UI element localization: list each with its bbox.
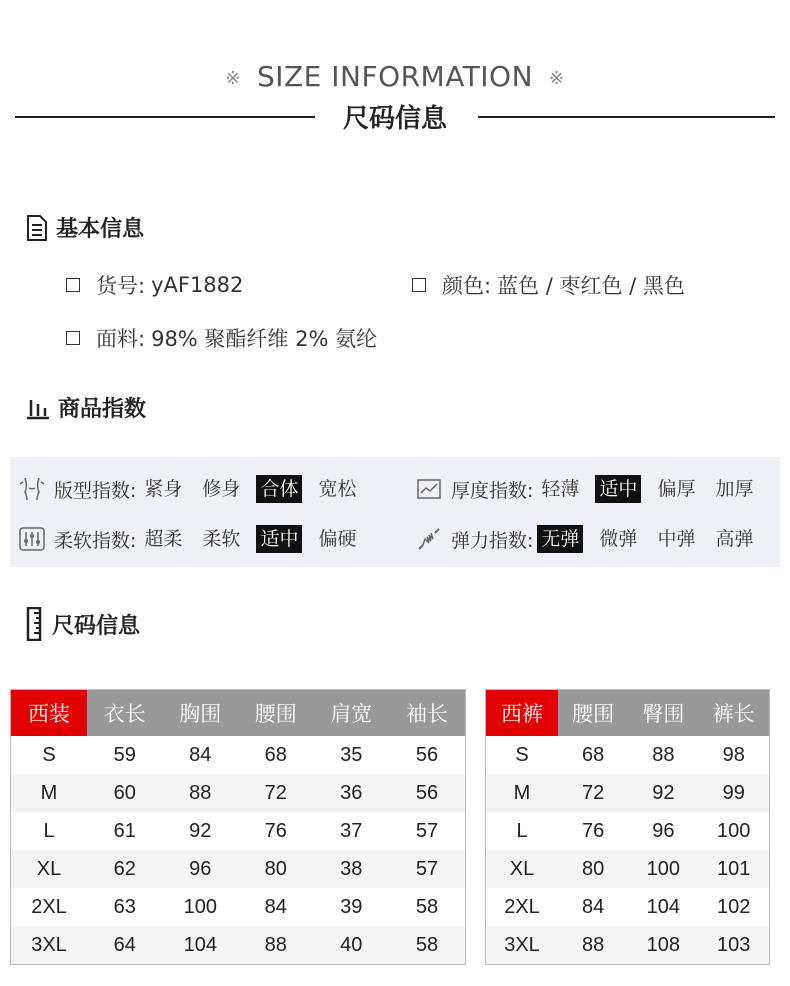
table-cell: 103 <box>698 926 769 965</box>
indices-panel <box>10 457 780 567</box>
checkbox-icon <box>66 278 80 292</box>
table-cell: 38 <box>314 850 390 888</box>
table-cell: 57 <box>415 819 439 842</box>
table-header-row <box>486 690 770 737</box>
section-basic-title: 基本信息 <box>56 217 145 242</box>
table-cell: 96 <box>652 819 675 842</box>
table-cell: 60 <box>87 774 163 812</box>
header-title-cn: 尺码信息 <box>342 104 447 134</box>
table-header: 腰围 <box>238 690 314 737</box>
table-cell: 63 <box>113 895 136 918</box>
elasticity-option-selected: 无弹 <box>537 525 583 553</box>
fit-label: 版型指数: <box>54 479 137 502</box>
document-icon <box>26 215 48 241</box>
size-label-cell: M <box>486 774 559 812</box>
info-color <box>412 270 685 300</box>
body-shape-icon <box>18 475 46 503</box>
thickness-option: 偏厚 <box>657 478 696 500</box>
table-cell: 72 <box>558 774 628 812</box>
table-row <box>11 926 466 965</box>
elasticity-option: 中弹 <box>657 528 696 550</box>
table-header: 西裤 <box>486 690 559 737</box>
table-cell: 88 <box>652 743 675 766</box>
table-cell: 88 <box>558 926 628 965</box>
table-cell: 58 <box>389 926 465 965</box>
table-cell: 84 <box>189 743 212 766</box>
thickness-option: 轻薄 <box>541 478 580 500</box>
index-thickness <box>415 474 769 504</box>
color-label: 颜色: <box>442 274 492 298</box>
table-row <box>11 774 466 812</box>
fit-option: 宽松 <box>318 478 357 500</box>
section-size-title: 尺码信息 <box>52 613 141 639</box>
index-softness <box>18 524 372 554</box>
ruler-icon <box>26 607 44 641</box>
thickness-option: 加厚 <box>715 478 754 500</box>
table-cell: 68 <box>264 743 287 766</box>
size-label-cell: 3XL <box>486 926 559 965</box>
size-label-cell: 3XL <box>11 926 88 965</box>
table-cell: 39 <box>340 895 363 918</box>
fit-option: 紧身 <box>144 478 183 500</box>
table-cell: 37 <box>340 819 363 842</box>
checkbox-icon <box>66 331 80 345</box>
size-label-cell: M <box>11 774 88 812</box>
table-cell: 35 <box>340 743 363 766</box>
table-cell: 80 <box>238 850 314 888</box>
header-divider-right <box>478 116 775 118</box>
bar-chart-icon <box>26 396 50 420</box>
table-cell: 96 <box>163 850 239 888</box>
table-cell: 100 <box>628 850 698 888</box>
table-cell: 57 <box>389 850 465 888</box>
softness-option: 超柔 <box>144 528 183 550</box>
table-cell: 76 <box>581 819 605 842</box>
size-label-cell: 2XL <box>31 895 67 918</box>
table-header: 袖长 <box>389 690 465 737</box>
table-row <box>486 736 770 774</box>
thickness-chart-icon <box>415 475 443 503</box>
checkbox-icon <box>412 278 426 292</box>
fit-option-selected: 合体 <box>256 475 302 503</box>
table-cell: 100 <box>183 895 217 918</box>
section-size-info <box>26 607 140 641</box>
fit-option: 修身 <box>202 478 241 500</box>
table-cell: 100 <box>717 819 751 842</box>
table-cell: 99 <box>698 774 769 812</box>
table-cell: 101 <box>698 850 769 888</box>
table-header: 臀围 <box>628 690 698 737</box>
table-header: 肩宽 <box>314 690 390 737</box>
table-row <box>11 850 466 888</box>
elasticity-label: 弹力指数: <box>451 529 534 552</box>
table-cell: 36 <box>314 774 390 812</box>
table-header: 腰围 <box>558 690 628 737</box>
table-header: 西装 <box>11 690 88 737</box>
table-row <box>486 812 770 850</box>
size-label-cell: L <box>43 819 55 842</box>
table-row <box>486 888 770 926</box>
index-fit <box>18 474 372 504</box>
size-label-cell: S <box>515 743 529 766</box>
softness-label: 柔软指数: <box>54 529 137 552</box>
table-header: 衣长 <box>87 690 163 737</box>
table-header: 胸围 <box>163 690 239 737</box>
table-row <box>486 926 770 965</box>
thickness-option-selected: 适中 <box>595 475 641 503</box>
table-row <box>486 850 770 888</box>
table-cell: 88 <box>238 926 314 965</box>
star-decoration: ※ <box>225 67 241 89</box>
softness-option: 柔软 <box>202 528 241 550</box>
index-elasticity <box>415 524 769 554</box>
table-cell: 102 <box>717 895 751 918</box>
table-cell: 61 <box>113 819 136 842</box>
table-cell: 56 <box>415 743 439 766</box>
softness-option: 偏硬 <box>318 528 357 550</box>
item-no-value: yAF1882 <box>151 273 244 297</box>
softness-sliders-icon <box>18 525 46 553</box>
section-basic-info <box>26 212 144 243</box>
info-item-no <box>66 270 243 300</box>
section-indices <box>26 392 146 423</box>
color-value: 蓝色 / 枣红色 / 黑色 <box>497 274 685 298</box>
table-row <box>11 888 466 926</box>
table-cell: 104 <box>646 895 681 918</box>
table-cell: 64 <box>87 926 163 965</box>
table-header: 裤长 <box>698 690 769 737</box>
table-cell: 104 <box>163 926 239 965</box>
table-cell: 76 <box>264 819 287 842</box>
table-cell: 68 <box>581 743 605 766</box>
table-header-row <box>11 690 466 737</box>
table-cell: 58 <box>415 895 439 918</box>
thickness-label: 厚度指数: <box>451 479 534 502</box>
table-cell: 40 <box>314 926 390 965</box>
table-cell: 98 <box>722 743 745 766</box>
table-row <box>11 812 466 850</box>
fabric-label: 面料: <box>96 327 146 351</box>
table-row <box>11 736 466 774</box>
softness-option-selected: 适中 <box>256 525 302 553</box>
elasticity-option: 微弹 <box>599 528 638 550</box>
table-cell: 88 <box>163 774 239 812</box>
size-label-cell: L <box>516 819 528 842</box>
table-cell: 84 <box>581 895 605 918</box>
size-label-cell: XL <box>11 850 88 888</box>
pants-size-table <box>485 689 770 965</box>
table-cell: 108 <box>628 926 698 965</box>
elasticity-option: 高弹 <box>715 528 754 550</box>
table-cell: 92 <box>189 819 212 842</box>
table-cell: 56 <box>389 774 465 812</box>
size-label-cell: 2XL <box>504 895 540 918</box>
table-cell: 72 <box>238 774 314 812</box>
info-fabric <box>66 323 377 353</box>
title-en-text: SIZE INFORMATION <box>256 60 534 93</box>
table-row <box>486 774 770 812</box>
section-indices-title: 商品指数 <box>58 397 147 422</box>
size-label-cell: XL <box>486 850 559 888</box>
header-title-en <box>0 60 790 93</box>
suit-size-table <box>10 689 466 965</box>
spring-icon <box>415 525 443 553</box>
table-cell: 80 <box>558 850 628 888</box>
table-cell: 62 <box>87 850 163 888</box>
table-cell: 84 <box>264 895 287 918</box>
table-cell: 92 <box>628 774 698 812</box>
item-no-label: 货号: <box>96 274 146 298</box>
star-decoration: ※ <box>549 67 565 89</box>
fabric-value: 98% 聚酯纤维 2% 氨纶 <box>151 327 378 351</box>
size-label-cell: S <box>42 743 56 766</box>
table-cell: 59 <box>113 743 136 766</box>
